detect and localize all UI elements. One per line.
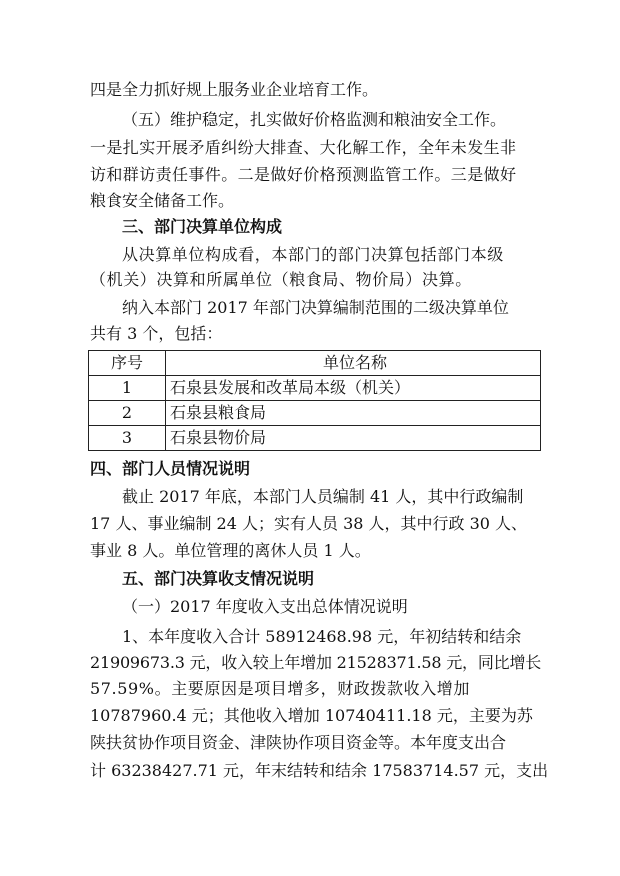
table-row [89, 376, 541, 401]
table-header-seq: 序号 [89, 351, 166, 376]
table-header-unit-name: 单位名称 [166, 351, 541, 376]
table-cell-unit-name: 石泉县发展和改革局本级（机关） [166, 376, 541, 401]
body-paragraph-line: 21909673.3 元，收入较上年增加 21528371.58 元，同比增长 [90, 653, 542, 672]
body-paragraph-line: 10787960.4 元；其他收入增加 10740411.18 元，主要为苏 [90, 706, 533, 725]
body-paragraph-line: 从决算单位构成看，本部门的部门决算包括部门本级 [122, 245, 504, 264]
body-paragraph-line: 截止 2017 年底，本部门人员编制 41 人，其中行政编制 [122, 487, 524, 506]
section-heading-units: 三、部门决算单位构成 [122, 217, 283, 236]
table-cell-seq: 2 [89, 401, 166, 426]
table-cell-seq: 1 [89, 376, 166, 401]
body-paragraph-line: 事业 8 人。单位管理的离休人员 1 人。 [90, 541, 371, 560]
body-paragraph-line: 纳入本部门 2017 年部门决算编制范围的二级决算单位 [122, 298, 509, 317]
body-paragraph-line: 共有 3 个，包括： [90, 324, 223, 343]
table-row [89, 426, 541, 451]
units-table [88, 350, 541, 451]
subsection-title: （一）2017 年度收入支出总体情况说明 [122, 597, 408, 616]
body-paragraph-line: 17 人、事业编制 24 人；实有人员 38 人，其中行政 30 人、 [90, 514, 528, 533]
table-cell-unit-name: 石泉县物价局 [166, 426, 541, 451]
body-paragraph-line: 计 63238427.71 元，年末结转和结余 17583714.57 元，支出 [90, 761, 549, 780]
body-paragraph-line: 四是全力抓好规上服务业企业培育工作。 [90, 80, 379, 99]
body-paragraph-line: 1、本年度收入合计 58912468.98 元，年初结转和结余 [122, 627, 522, 646]
body-paragraph-line: 粮食安全储备工作。 [90, 191, 235, 210]
table-row [89, 401, 541, 426]
body-paragraph-line: 陕扶贫协作项目资金、津陕协作项目资金等。本年度支出合 [90, 733, 507, 752]
body-paragraph-line: 访和群访责任事件。二是做好价格预测监管工作。三是做好 [90, 165, 517, 184]
table-cell-seq: 3 [89, 426, 166, 451]
table-header-row [89, 351, 541, 376]
section-5-subtitle: （五）维护稳定，扎实做好价格监测和粮油安全工作。 [122, 110, 507, 129]
section-heading-budget: 五、部门决算收支情况说明 [122, 569, 315, 588]
table-cell-unit-name: 石泉县粮食局 [166, 401, 541, 426]
section-heading-staff: 四、部门人员情况说明 [90, 459, 251, 478]
body-paragraph-line: （机关）决算和所属单位（粮食局、物价局）决算。 [90, 270, 472, 289]
body-paragraph-line: 57.59%。主要原因是项目增多，财政拨款收入增加 [90, 679, 471, 698]
body-paragraph-line: 一是扎实开展矛盾纠纷大排查、大化解工作，全年未发生非 [90, 138, 517, 157]
